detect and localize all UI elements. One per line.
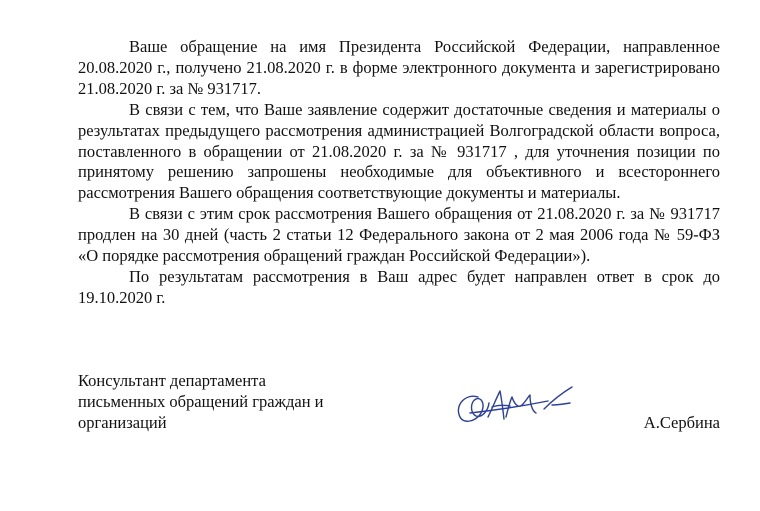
- signature-block: [78, 371, 720, 441]
- paragraph-response-deadline: По результатам рассмотрения в Ваш адрес будет направлен ответ в срок до 19.10.2020 г.: [78, 266, 720, 307]
- signer-name: А.Сербина: [643, 412, 720, 432]
- paragraph-registration: Ваше обращение на имя Президента Российской Федерации, направленное 20.08.2020 г., получено 21.08.2020 г. в форме электронного документа и зарегистрировано 21.08.2020 г. за № 931717.: [78, 37, 720, 98]
- letter-body: [78, 37, 720, 309]
- paragraph-extension: В связи с этим срок рассмотрения Вашего обращения от 21.08.2020 г. за № 931717 продлен на 30 дней (часть 2 статьи 12 Федерального закона от 2 мая 2006 года № 59-ФЗ «О порядке рассмотрения обращений граждан Российской Федерации»).: [78, 204, 720, 266]
- handwritten-signature: [448, 383, 588, 429]
- signer-position-title: Консультант департамента письменных обращений граждан и организаций: [78, 371, 324, 432]
- paragraph-materials-request: В связи с тем, что Ваше заявление содержит достаточные сведения и материалы о результатах предыдущего рассмотрения администрацией Волгоградской области вопроса, поставленного в обращении от 21.08.2020 г. за № 931717 , для уточнения позиции по принятому решению запрошены необходимые для объективного и всестороннего рассмотрения Вашего обращения соответствующие документы и материалы.: [78, 99, 720, 203]
